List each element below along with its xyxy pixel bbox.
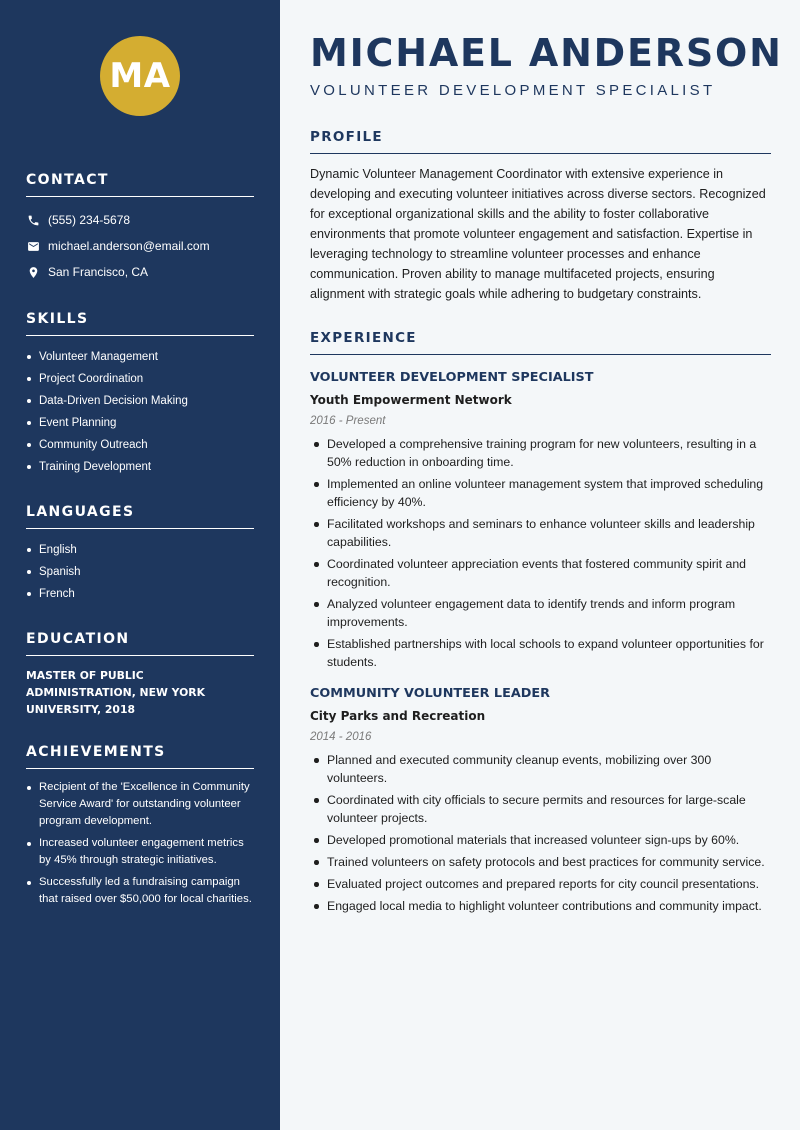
job-entry: [310, 369, 771, 671]
duty-item: Analyzed volunteer engagement data to identify trends and inform program improvements.: [310, 595, 771, 631]
job-dates: 2016 - Present: [310, 415, 386, 427]
skill-item: Event Planning: [26, 412, 254, 434]
job-title: COMMUNITY VOLUNTEER LEADER: [310, 686, 550, 701]
job-organization: Youth Empowerment Network: [310, 393, 512, 407]
experience-heading: EXPERIENCE: [310, 330, 771, 355]
contact-email[interactable]: [26, 233, 254, 259]
job-duties: [310, 435, 771, 671]
contact-section: [26, 172, 254, 285]
language-item: English: [26, 539, 254, 561]
skill-item: Project Coordination: [26, 368, 254, 390]
duty-item: Evaluated project outcomes and prepared reports for city council presentations.: [310, 875, 771, 893]
achievement-item: Increased volunteer engagement metrics by 45% through strategic initiatives.: [26, 835, 254, 869]
achievement-item: Successfully led a fundraising campaign that raised over $50,000 for local charities.: [26, 874, 254, 908]
contact-phone[interactable]: [26, 207, 254, 233]
languages-heading: LANGUAGES: [26, 504, 254, 529]
email-text: michael.anderson@email.com: [48, 239, 210, 253]
language-item: Spanish: [26, 561, 254, 583]
skill-item: Data-Driven Decision Making: [26, 390, 254, 412]
achievement-item: Recipient of the 'Excellence in Community Service Award' for outstanding volunteer program development.: [26, 779, 254, 830]
duty-item: Developed a comprehensive training program for new volunteers, resulting in a 50% reduction in onboarding time.: [310, 435, 771, 471]
duty-item: Coordinated with city officials to secure permits and resources for large-scale volunteer projects.: [310, 791, 771, 827]
duty-item: Developed promotional materials that increased volunteer sign-ups by 60%.: [310, 831, 771, 849]
duty-item: Planned and executed community cleanup events, mobilizing over 300 volunteers.: [310, 751, 771, 787]
duty-item: Coordinated volunteer appreciation events that fostered community spirit and recognition.: [310, 555, 771, 591]
job-entry: [310, 685, 771, 915]
achievements-section: [26, 744, 254, 908]
languages-list: [26, 539, 254, 605]
languages-section: [26, 504, 254, 605]
skills-section: [26, 311, 254, 478]
experience-section: [310, 330, 771, 915]
skill-item: Volunteer Management: [26, 346, 254, 368]
language-item: French: [26, 583, 254, 605]
skill-item: Community Outreach: [26, 434, 254, 456]
email-icon: [26, 239, 40, 253]
job-organization: City Parks and Recreation: [310, 709, 486, 723]
profile-heading: PROFILE: [310, 129, 771, 154]
sidebar: [0, 0, 280, 1130]
duty-item: Established partnerships with local schools to expand volunteer opportunities for students.: [310, 635, 771, 671]
avatar: [100, 36, 180, 116]
job-duties: [310, 751, 771, 915]
achievements-heading: ACHIEVEMENTS: [26, 744, 254, 769]
skill-item: Training Development: [26, 456, 254, 478]
duty-item: Trained volunteers on safety protocols and best practices for community service.: [310, 853, 771, 871]
contact-heading: CONTACT: [26, 172, 254, 197]
skills-list: [26, 346, 254, 478]
job-title: VOLUNTEER DEVELOPMENT SPECIALIST: [310, 370, 594, 385]
phone-icon: [26, 213, 40, 227]
main-content: [280, 0, 800, 1130]
avatar-initials: MA: [109, 56, 171, 96]
achievements-list: [26, 779, 254, 908]
skills-heading: SKILLS: [26, 311, 254, 336]
duty-item: Implemented an online volunteer management system that improved scheduling efficiency by 40%.: [310, 475, 771, 511]
location-text: San Francisco, CA: [48, 265, 149, 279]
duty-item: Engaged local media to highlight volunteer contributions and community impact.: [310, 897, 771, 915]
duty-item: Facilitated workshops and seminars to enhance volunteer skills and leadership capabilities.: [310, 515, 771, 551]
education-entry: MASTER OF PUBLIC ADMINISTRATION, NEW YORK UNIVERSITY, 2018: [26, 669, 205, 716]
education-heading: EDUCATION: [26, 631, 254, 656]
candidate-name: MICHAEL ANDERSON: [310, 31, 783, 75]
candidate-title: VOLUNTEER DEVELOPMENT SPECIALIST: [310, 82, 716, 99]
profile-section: [310, 129, 771, 304]
phone-text: (555) 234-5678: [48, 213, 131, 227]
profile-summary: Dynamic Volunteer Management Coordinator with extensive experience in developing and executing volunteer initiatives across diverse sectors. Recognized for exceptional organizational skills and the ability to foster collaborative environments that promote volunteer engagement and satisfaction. Expertise in leveraging technology to streamline volunteer processes and enhance communication. Proven ability to manage multifaceted projects, ensuring alignment with strategic goals while adhering to budgetary constraints.: [310, 167, 766, 301]
job-dates: 2014 - 2016: [310, 731, 372, 743]
location-pin-icon: [26, 265, 40, 279]
contact-location: [26, 259, 254, 285]
education-section: [26, 631, 254, 718]
